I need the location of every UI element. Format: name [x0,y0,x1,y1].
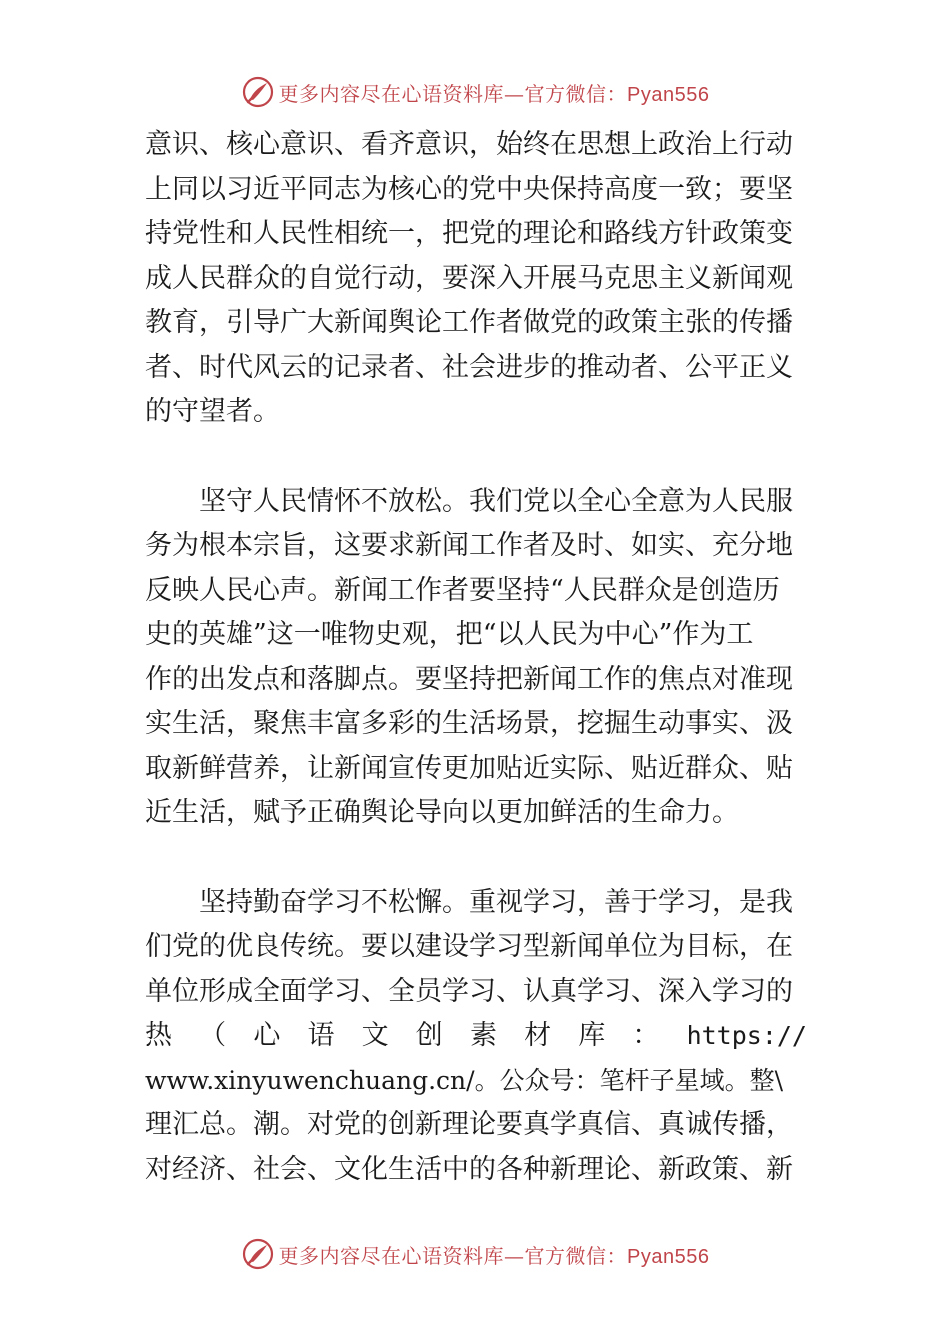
spread-char: 语 [307,1020,335,1051]
footer-text: 更多内容尽在心语资料库—官方微信：Pyan556 [278,1243,710,1268]
text-line: 单位形成全面学习、全员学习、认真学习、深入学习的 [145,975,793,1007]
spread-char: ： [632,1020,660,1051]
text-line: 近生活，赋予正确舆论导向以更加鲜活的生命力。 [145,797,739,828]
spread-char: 热 [145,1020,172,1051]
text-line: 理汇总。潮。对党的创新理论要真学真信、真诚传播， [145,1109,793,1140]
text-line-spread [145,1014,807,1059]
text-line: 坚守人民情怀不放松。我们党以全心全意为人民服 [199,485,793,517]
text-line: 上同以习近平同志为核心的党中央保持高度一致；要坚 [145,173,793,205]
paragraph-gap [145,435,807,480]
text-line: 取新鲜营养，让新闻宣传更加贴近实际、贴近群众、贴 [145,752,793,784]
text-line: 务为根本宗旨，这要求新闻工作者及时、如实、充分地 [145,530,793,561]
spread-char: 库 [578,1020,606,1051]
document-body [145,123,807,1192]
text-line: 者、时代风云的记录者、社会进步的推动者、公平正义 [145,351,793,383]
paragraph-2 [145,480,807,836]
spread-char: 材 [524,1020,552,1051]
brush-logo-icon [241,75,275,109]
spread-char: 心 [253,1020,281,1051]
text-line: 坚持勤奋学习不松懈。重视学习，善于学习，是我 [199,886,793,918]
text-line: 史的英雄”这一唯物史观，把“以人民为中心”作为工 [145,619,754,650]
header-wechat-id: Pyan556 [627,83,710,106]
url-fragment: https:// [686,1021,807,1050]
spread-char: （ [199,1020,227,1051]
text-line-url: www.xinyuwenchuang.cn/。公众号：笔杆子星域。整\ [145,1065,784,1095]
spread-char: 文 [361,1020,389,1051]
footer-wechat-id: Pyan556 [627,1245,710,1268]
paragraph-3 [145,881,807,1193]
text-line: 成人民群众的自觉行动，要深入开展马克思主义新闻观 [145,262,793,294]
text-line: 持党性和人民性相统一，把党的理论和路线方针政策变 [145,218,793,249]
text-line: 对经济、社会、文化生活中的各种新理论、新政策、新 [145,1153,793,1185]
text-line: 们党的优良传统。要以建设学习型新闻单位为目标，在 [145,931,793,962]
paragraph-gap [145,836,807,881]
paragraph-1 [145,123,807,435]
text-line: 意识、核心意识、看齐意识，始终在思想上政治上行动 [145,129,793,160]
header-banner [0,72,950,112]
text-line: 教育，引导广大新闻舆论工作者做党的政策主张的传播 [145,307,793,338]
text-line: 实生活，聚焦丰富多彩的生活场景，挖掘生动事实、汲 [145,708,793,739]
footer-banner [0,1234,950,1274]
spread-char: 创 [415,1020,443,1051]
text-line: 作的出发点和落脚点。要坚持把新闻工作的焦点对准现 [145,663,793,695]
text-line: 的守望者。 [145,396,280,427]
header-text: 更多内容尽在心语资料库—官方微信：Pyan556 [278,81,710,106]
spread-char: 素 [469,1020,497,1051]
text-line: 反映人民心声。新闻工作者要坚持“人民群众是创造历 [145,574,780,606]
brush-logo-icon [241,1237,275,1271]
